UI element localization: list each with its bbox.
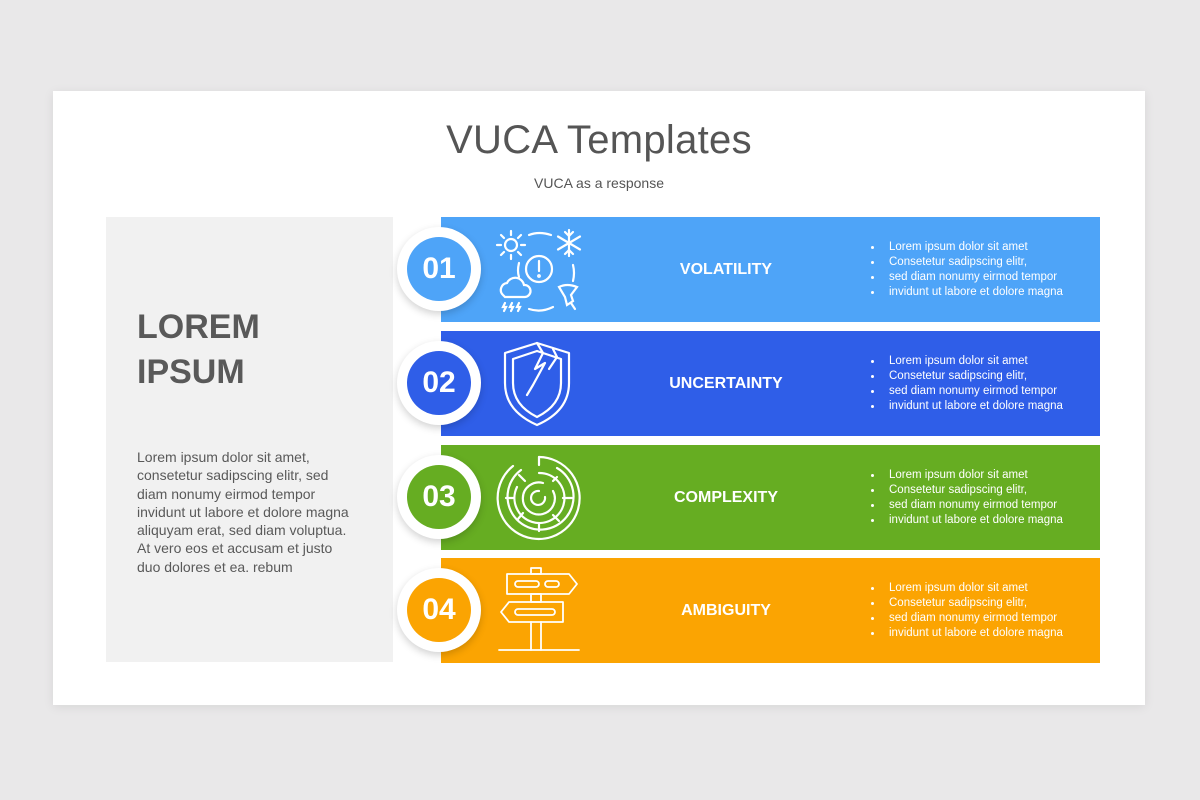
bullet-item: invidunt ut labore et dolore magna (869, 399, 1063, 414)
number-label: 01 (407, 237, 471, 301)
bullet-item: Lorem ipsum dolor sit amet (869, 581, 1063, 596)
slide-subtitle: VUCA as a response (534, 175, 664, 191)
bullet-item: invidunt ut labore et dolore magna (869, 513, 1063, 528)
left-heading-line2: IPSUM (137, 353, 245, 391)
bullet-item: Consetetur sadipscing elitr, (869, 369, 1063, 384)
bullet-item: sed diam nonumy eirmod tempor (869, 384, 1063, 399)
left-panel (106, 217, 393, 662)
number-badge (397, 227, 481, 311)
number-label: 03 (407, 465, 471, 529)
maze-icon (493, 453, 585, 543)
bullet-item: sed diam nonumy eirmod tempor (869, 498, 1063, 513)
item-label: AMBIGUITY (681, 602, 771, 619)
bullet-item: sed diam nonumy eirmod tempor (869, 270, 1063, 285)
bullet-list (869, 354, 1063, 414)
bullet-item: Lorem ipsum dolor sit amet (869, 240, 1063, 255)
bullet-item: Lorem ipsum dolor sit amet (869, 354, 1063, 369)
weather-change-icon (493, 225, 585, 315)
left-heading-line1: LOREM (137, 308, 260, 346)
item-label: COMPLEXITY (673, 489, 778, 506)
bullet-item: Lorem ipsum dolor sit amet (869, 468, 1063, 483)
broken-shield-icon (493, 339, 585, 429)
vuca-item-volatility (422, 217, 1100, 322)
number-badge (397, 341, 481, 425)
bullet-item: invidunt ut labore et dolore magna (869, 626, 1063, 641)
left-heading (137, 305, 337, 395)
vuca-item-ambiguity (422, 558, 1100, 663)
vuca-item-uncertainty (422, 331, 1100, 436)
number-badge (397, 455, 481, 539)
bullet-list (869, 468, 1063, 528)
item-label: VOLATILITY (679, 261, 773, 278)
left-body-text: Lorem ipsum dolor sit amet, consetetur sadipscing elitr, sed diam nonumy eirmod tempor invidunt ut labore et dolore magna aliquyam erat, sed diam voluptua. At vero eos et accusam et justo duo dolores et ea. rebum (137, 449, 349, 575)
number-label: 04 (407, 578, 471, 642)
bullet-list (869, 581, 1063, 641)
signpost-icon (493, 566, 585, 656)
item-label: UNCERTAINTY (669, 375, 783, 392)
bullet-list (869, 240, 1063, 300)
bullet-item: Consetetur sadipscing elitr, (869, 255, 1063, 270)
bullet-item: Consetetur sadipscing elitr, (869, 596, 1063, 611)
bullet-item: Consetetur sadipscing elitr, (869, 483, 1063, 498)
slide (53, 91, 1145, 705)
number-badge (397, 568, 481, 652)
number-label: 02 (407, 351, 471, 415)
vuca-item-complexity (422, 445, 1100, 550)
bullet-item: sed diam nonumy eirmod tempor (869, 611, 1063, 626)
slide-title: VUCA Templates (446, 118, 752, 162)
bullet-item: invidunt ut labore et dolore magna (869, 285, 1063, 300)
